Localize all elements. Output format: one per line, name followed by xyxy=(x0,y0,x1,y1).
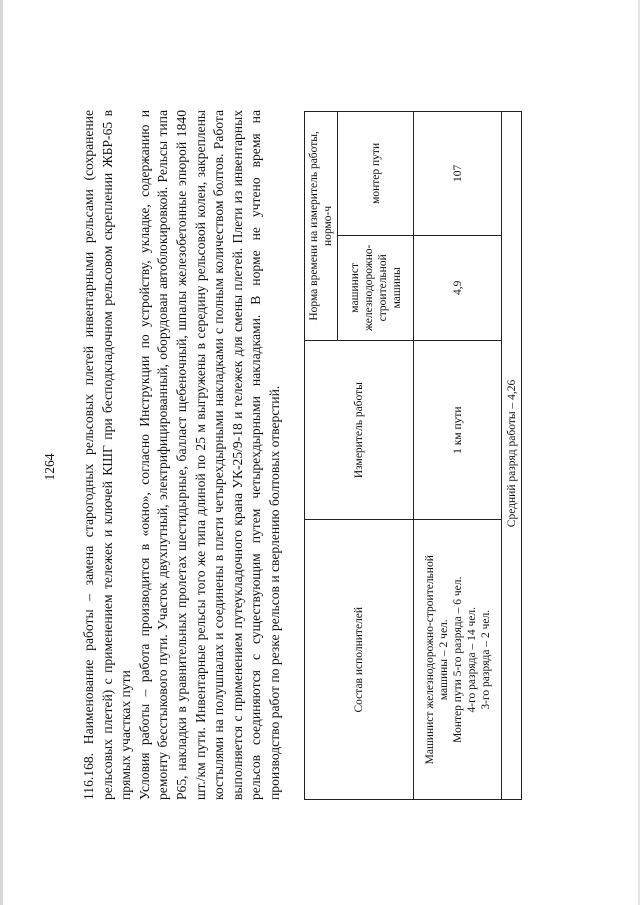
average-grade: Средний разряд работы – 4,26 xyxy=(502,112,522,800)
header-machinist: машинист железнодорожно-строительной машины xyxy=(338,235,414,340)
work-description xyxy=(80,110,285,800)
rotated-page-content xyxy=(40,72,600,842)
meter-value: 1 км пути xyxy=(414,340,502,520)
work-title-paragraph: 116.168. Наименование работы – замена старогодных рельсовых плетей инвентарными рельсами (сохранение рельсовых плетей) с применением тележек и ключей КШГ при бесподкладочном рельсовом скреплении ЖБР-65 в прямых участках пути xyxy=(81,110,134,800)
scan-left-edge xyxy=(0,0,3,905)
machinist-norm-value: 4,9 xyxy=(414,235,502,340)
header-track-worker: монтер пути xyxy=(338,112,414,236)
crew-line: машины – 2 чел. xyxy=(437,619,450,701)
track-worker-norm-value: 107 xyxy=(414,112,502,236)
crew-cell xyxy=(414,520,502,800)
page-number: 1264 xyxy=(42,453,57,481)
work-conditions-paragraph: Условия работы – работа производится в «окно», согласно Инструкции по устройству, укладке, содержанию и ремонту бесстыкового пути. Участок двухпутный, электрифицированный, оборудован автоблокировкой. Рельсы типа Р65, накладки в уравнительных пролетах шестидырные, балласт щебеночный, шпалы железобетонные эпюрой 1840 шт./км пути. Инвентарные рельсы того же типа длиной по 25 м выгружены в середину рельсовой колеи, закреплены костылями на полушпалах и соединены в плети четырехдырными накладками с полным количеством болтов. Работа выполняется с применением путеукладочного крана УК-25/9-18 и тележек для смены плетей. Плети из инвентарных рельсов соединяются с существующим путем четырехдырными накладками. В норме не учтено время на производство работ по резке рельсов и сверлению болтовых отверстий. xyxy=(136,110,282,800)
time-norm-table xyxy=(304,111,522,800)
crew-line: 3-го разряда – 2 чел. xyxy=(479,609,492,710)
crew-line: 4-го разряда – 14 чел. xyxy=(465,607,478,713)
header-meter: Измеритель работы xyxy=(305,340,414,520)
crew-line: Монтер пути 5-го разряда – 6 чел. xyxy=(451,576,464,743)
header-norm: Норма времени на измеритель работы, нормо-ч xyxy=(305,112,338,341)
crew-line: Машинист железнодорожно-строительной xyxy=(423,555,436,765)
header-crew: Состав исполнителей xyxy=(305,520,414,800)
